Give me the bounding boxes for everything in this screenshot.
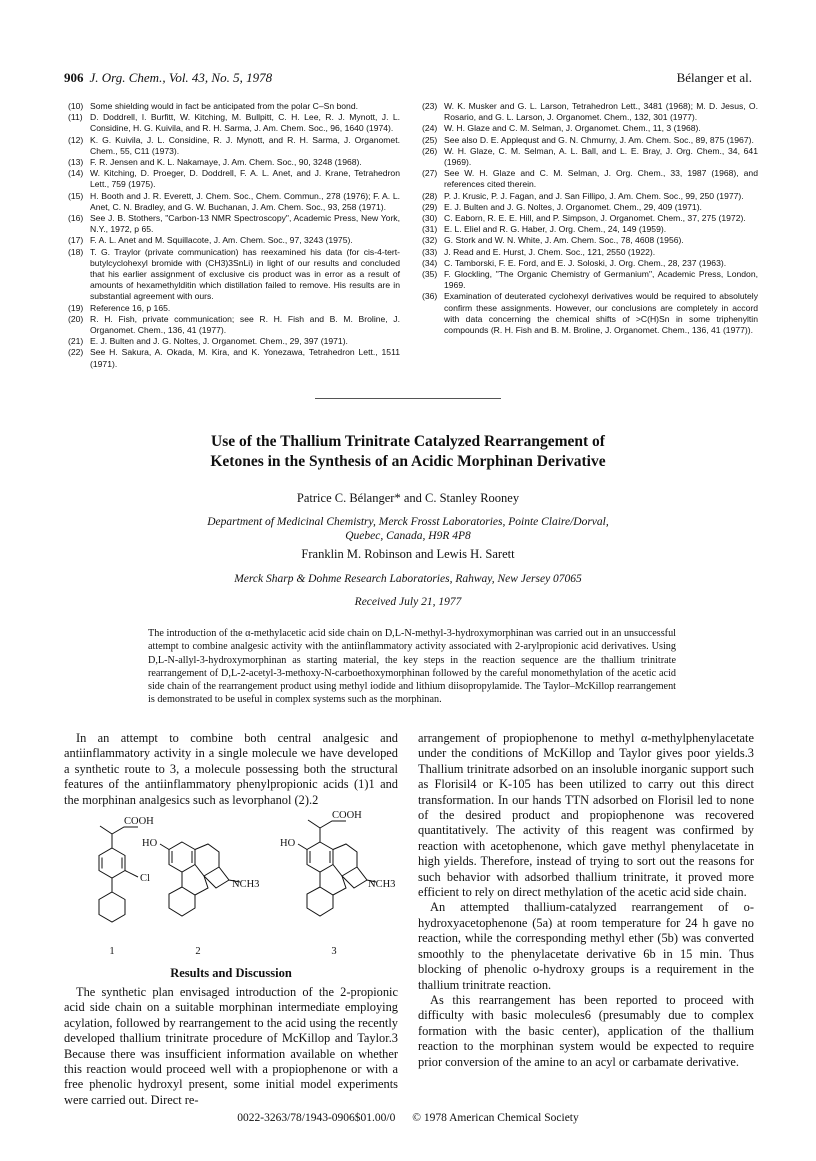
reference-item — [68, 191, 400, 213]
structure-1-label: 1 — [109, 946, 115, 957]
reference-item — [68, 314, 400, 336]
reference-item — [68, 303, 400, 314]
reference-text: D. Doddrell, I. Burfitt, W. Kitching, M. Bullpitt, C. H. Lee, R. J. Mynott, J. L. Considine, H. G. Kuivila, and R. H. Sarma, J. Am. Chem. Soc., 96, 1640 (1974). — [90, 112, 400, 134]
reference-number: (16) — [68, 213, 84, 224]
reference-item — [68, 213, 400, 235]
reference-number: (32) — [422, 235, 438, 246]
reference-text: See W. H. Glaze and C. M. Selman, J. Org. Chem., 33, 1987 (1968), and references cited therein. — [444, 168, 758, 190]
right-paragraph-1: arrangement of propiophenone to methyl α-methylphenylacetate under the conditions of McKillop and Taylor gives poor yields.3 Thallium trinitrate adsorbed on an insoluble inorganic support such as Florisil4 or K-105 has been utilized to carry out this direct transformation. In our hands TTN adsorbed on Florisil led to none of the desired product and propiophenone was recovered quantitatively. The activity of this reagent was confirmed by reaction with acetophenone, which gave methyl phenylacetate in high yields. Therefore, instead of trying to sort out the reasons for such behavior with adsorbed thallium trinitrate, it proved more efficient to rely on direct methylation of the acetic acid side chain. — [418, 731, 754, 900]
structure-2-nch3: NCH3 — [232, 879, 260, 890]
references-right-column — [422, 101, 758, 336]
structure-2-ho: HO — [142, 838, 158, 849]
reference-text: G. Stork and W. N. White, J. Am. Chem. Soc., 78, 4608 (1956). — [444, 235, 684, 246]
copyright: © 1978 American Chemical Society — [412, 1112, 579, 1124]
reference-text: R. H. Fish, private communication; see R. H. Fish and B. M. Broline, J. Organomet. Chem., 136, 41 (1977). — [90, 313, 400, 336]
reference-text: See J. B. Stothers, "Carbon-13 NMR Spectroscopy", Academic Press, New York, N.Y., 1972, p 65. — [90, 213, 400, 235]
structures-svg — [64, 784, 398, 978]
reference-item — [422, 258, 758, 269]
reference-item — [422, 213, 758, 224]
authors-line-2: Franklin M. Robinson and Lewis H. Sarett — [301, 547, 515, 561]
reference-number: (17) — [68, 235, 84, 246]
reference-text: See also D. E. Applequst and G. N. Chmurny, J. Am. Chem. Soc., 89, 875 (1967). — [444, 134, 754, 145]
reference-item — [68, 157, 400, 168]
reference-number: (19) — [68, 302, 84, 313]
right-paragraph-3: As this rearrangement has been reported to proceed with difficulty with basic molecules6 (presumably due to complex formation with the basic center), application of the thallium reaction to the morphinan system would be expected to require prior conversion of the amine to an acyl or carbamate derivative. — [418, 992, 754, 1069]
reference-text: Some shielding would in fact be anticipated from the polar C–Sn bond. — [90, 101, 359, 111]
structure-2-label: 2 — [195, 946, 201, 957]
reference-text: W. H. Glaze, C. M. Selman, A. L. Ball, and L. E. Bray, J. Org. Chem., 34, 641 (1969). — [444, 145, 758, 168]
reference-item — [68, 347, 400, 369]
reference-text: Reference 16, p 165. — [90, 302, 171, 313]
structure-3-ho-bond — [298, 844, 307, 850]
reference-number: (21) — [68, 336, 84, 347]
reference-text: E. L. Eliel and R. G. Haber, J. Org. Chem., 24, 149 (1959). — [444, 224, 667, 235]
reference-item — [68, 135, 400, 157]
journal-citation: J. Org. Chem., Vol. 43, No. 5, 1978 — [89, 70, 273, 85]
reference-text: W. H. Glaze and C. M. Selman, J. Organomet. Chem., 11, 3 (1968). — [444, 123, 701, 134]
reference-item — [422, 291, 758, 336]
reference-item — [68, 168, 400, 190]
article-title — [60, 432, 756, 472]
reference-item — [422, 269, 758, 291]
reference-text: E. J. Bulten and J. G. Noltes, J. Organomet. Chem., 29, 409 (1971). — [444, 201, 702, 212]
reference-item — [422, 146, 758, 168]
reference-number: (22) — [68, 347, 84, 358]
reference-text: C. Eaborn, R. E. E. Hill, and P. Simpson, J. Organomet. Chem., 37, 275 (1972). — [444, 213, 746, 224]
reference-number: (31) — [422, 224, 438, 235]
reference-text: H. Booth and J. R. Everett, J. Chem. Soc., Chem. Commun., 278 (1976); F. A. L. Anet, C. N. Bradley, and G. W. Buchanan, J. Am. Chem. Soc., 93, 258 (1971). — [90, 190, 400, 212]
results-text: The synthetic plan envisaged introduction of the 2-propionic acid side chain on a suitable morphinan intermediate employing acylation, followed by rearrangement to the acid using the recently developed thallium trinitrate procedure of McKillop and Taylor.3 Because there was insufficient information available on whether this reaction would proceed well with a propiophenone or with a free phenolic hydroxyl present, some initial model experiments were carried out. Direct re- — [64, 985, 398, 1107]
reference-item — [68, 235, 400, 246]
structure-1-benzene — [99, 848, 125, 878]
structure-2-aromatic-ring — [169, 842, 195, 872]
affiliation-1 — [0, 515, 816, 543]
reference-text: Examination of deuterated cyclohexyl derivatives would be required to absolutely confirm these assignments. However, our conclusions are completely in accord with data concerning the chemical shifts of >C(H)Sn in some triphenyltin compounds (R. H. Fish and B. M. Broline, J. Organomet. Chem., 136, 41 (1977)). — [444, 291, 758, 336]
reference-text: T. G. Traylor (private communication) has reexamined his data (for cis-4-tert-butylcyclohexyl bromide with (CH3)3SnLi) in light of our results and concluded that his earlier assignment of exclusive cis product was in error as a result of amounts of hexamethylditin which distillation failed to remove. His results are in substantial agreement with ours. — [90, 246, 400, 302]
reference-number: (29) — [422, 201, 438, 212]
right-paragraph-2: An attempted thallium-catalyzed rearrangement of o-hydroxyacetophenone (5a) at room temperature for 24 h gave no reaction, while the corresponding methyl ether (5b) was converted smoothly to the phenylacetate derivative 6b in 15 min. Thus blocking of phenolic o-hydroxy groups is a requirement in the thallium trinitrate reaction. — [418, 900, 754, 992]
reference-number: (11) — [68, 112, 83, 123]
reference-number: (10) — [68, 101, 84, 111]
structure-1-cl-bond — [125, 871, 138, 878]
reference-item — [422, 224, 758, 235]
reference-item — [422, 202, 758, 213]
reference-text: P. J. Krusic, P. J. Fagan, and J. San Fillipo, J. Am. Chem. Soc., 99, 250 (1977). — [444, 190, 744, 201]
reference-item — [422, 191, 758, 202]
structure-1-cooh: COOH — [124, 816, 154, 827]
reference-item — [422, 235, 758, 246]
reference-text: See H. Sakura, A. Okada, M. Kira, and K. Yonezawa, Tetrahedron Lett., 1511 (1971). — [90, 347, 400, 369]
reference-number: (24) — [422, 123, 438, 134]
structure-2-ring-c — [169, 872, 208, 916]
structure-3-ho: HO — [280, 838, 296, 849]
reference-item — [68, 247, 400, 303]
reference-number: (25) — [422, 134, 438, 145]
reference-number: (28) — [422, 190, 438, 201]
reference-item — [422, 101, 758, 123]
reference-number: (23) — [422, 101, 438, 111]
received-date: Received July 21, 1977 — [354, 596, 462, 608]
reference-text: W. Kitching, D. Proeger, D. Doddrell, F. A. L. Anet, and J. Krane, Tetrahedron Lett., 759 (1975). — [90, 168, 400, 190]
reference-number: (30) — [422, 213, 438, 224]
header-left — [64, 70, 272, 86]
affiliation-1-line-2: Quebec, Canada, H9R 4P8 — [345, 530, 471, 542]
structure-2-ring-b — [195, 844, 219, 876]
reference-item — [68, 101, 400, 112]
structure-3-aromatic-ring — [307, 842, 333, 872]
structure-2-ho-bond — [160, 844, 169, 850]
structure-3-cooh: COOH — [332, 810, 362, 821]
reference-number: (34) — [422, 257, 438, 268]
structure-3-ring-b — [333, 844, 357, 876]
reference-item — [422, 247, 758, 258]
reference-text: E. J. Bulten and J. G. Noltes, J. Organomet. Chem., 29, 397 (1971). — [90, 336, 348, 347]
structure-3-nch3: NCH3 — [368, 879, 396, 890]
reference-text: W. K. Musker and G. L. Larson, Tetrahedron Lett., 3481 (1968); M. D. Jesus, O. Rosario, and G. L. Larson, J. Organomet. Chem., 132, 301 (1977). — [444, 101, 758, 123]
structure-3-ring-c — [307, 872, 346, 916]
reference-number: (18) — [68, 246, 84, 257]
page-number: 906 — [64, 70, 84, 85]
structure-1-sidechain — [100, 826, 138, 848]
affiliation-2: Merck Sharp & Dohme Research Laboratories, Rahway, New Jersey 07065 — [234, 573, 582, 585]
right-column-body — [418, 731, 754, 1070]
reference-item — [422, 168, 758, 190]
reference-text: J. Read and E. Hurst, J. Chem. Soc., 121, 2550 (1922). — [444, 246, 656, 257]
reference-item — [422, 123, 758, 134]
reference-number: (14) — [68, 168, 84, 179]
authors-line-1: Patrice C. Bélanger* and C. Stanley Rooney — [296, 491, 520, 505]
reference-item — [68, 112, 400, 134]
reference-text: F. Glockling, "The Organic Chemistry of Germanium", Academic Press, London, 1969. — [444, 269, 758, 291]
page-footer — [0, 1112, 816, 1124]
reference-text: F. R. Jensen and K. L. Nakamaye, J. Am. Chem. Soc., 90, 3248 (1968). — [90, 157, 362, 168]
section-divider — [315, 398, 501, 399]
reference-number: (33) — [422, 246, 438, 257]
reference-number: (27) — [422, 168, 438, 179]
structure-1-cyclohexane — [99, 878, 125, 922]
structure-1-cl: Cl — [140, 873, 150, 884]
reference-number: (35) — [422, 269, 438, 280]
abstract: The introduction of the α-methylacetic acid side chain on D,L-N-methyl-3-hydroxymorphinan was carried out in an unsuccessful attempt to combine analgesic activity with the antiinflammatory activity associated with 2-arylpropionic acid derivatives. Using D,L-N-allyl-3-hydroxymorphinan as starting material, the key steps in the reaction sequence are the thallium trinitrate rearrangement of D,L-2-acetyl-3-methoxy-N-carboethoxymorphinan followed by the careful monomethylation of the acetic acid side chain of the rearrangement product using methyl iodide and lithium diisopropylamide. The Taylor–McKillop rearrangement is demonstrated to be useful in complex systems such as the morphinan. — [148, 628, 676, 706]
title-line-2: Ketones in the Synthesis of an Acidic Morphinan Derivative — [210, 453, 606, 470]
title-line-1: Use of the Thallium Trinitrate Catalyzed Rearrangement of — [211, 433, 605, 450]
results-paragraph — [64, 985, 398, 1108]
reference-text: K. G. Kuivila, J. L. Considine, R. J. Mynott, and R. H. Sarma, J. Organomet. Chem., 55, C11 (1973). — [90, 134, 400, 156]
running-author: Bélanger et al. — [676, 70, 752, 85]
reference-item — [68, 336, 400, 347]
structure-3-sidechain — [308, 820, 346, 842]
reference-item — [422, 135, 758, 146]
structure-3-label: 3 — [331, 946, 337, 957]
reference-number: (15) — [68, 190, 84, 201]
chemical-structures-figure — [64, 784, 398, 978]
reference-text: C. Tamborski, F. E. Ford, and E. J. Soloski, J. Org. Chem., 28, 237 (1963). — [444, 257, 727, 268]
reference-number: (36) — [422, 291, 438, 302]
reference-number: (20) — [68, 313, 84, 324]
article-code: 0022-3263/78/1943-0906$01.00/0 — [237, 1112, 396, 1124]
section-heading: Results and Discussion — [170, 966, 292, 980]
reference-number: (13) — [68, 157, 84, 168]
references-left-column — [68, 101, 400, 370]
intro-text: In an attempt to combine both central analgesic and antiinflammatory activity in a single molecule we have developed a synthetic route to 3, a molecule possessing both the structural features of the antiinflammatory phenylpropionic acids (1)1 and the morphinan analgesics such as levorphanol (2).2 — [64, 731, 398, 807]
reference-number: (12) — [68, 134, 84, 145]
reference-text: F. A. L. Anet and M. Squillacote, J. Am. Chem. Soc., 97, 3243 (1975). — [90, 235, 353, 246]
reference-number: (26) — [422, 145, 438, 156]
affiliation-1-line-1: Department of Medicinal Chemistry, Merck Frosst Laboratories, Pointe Claire/Dorval, — [207, 516, 609, 528]
